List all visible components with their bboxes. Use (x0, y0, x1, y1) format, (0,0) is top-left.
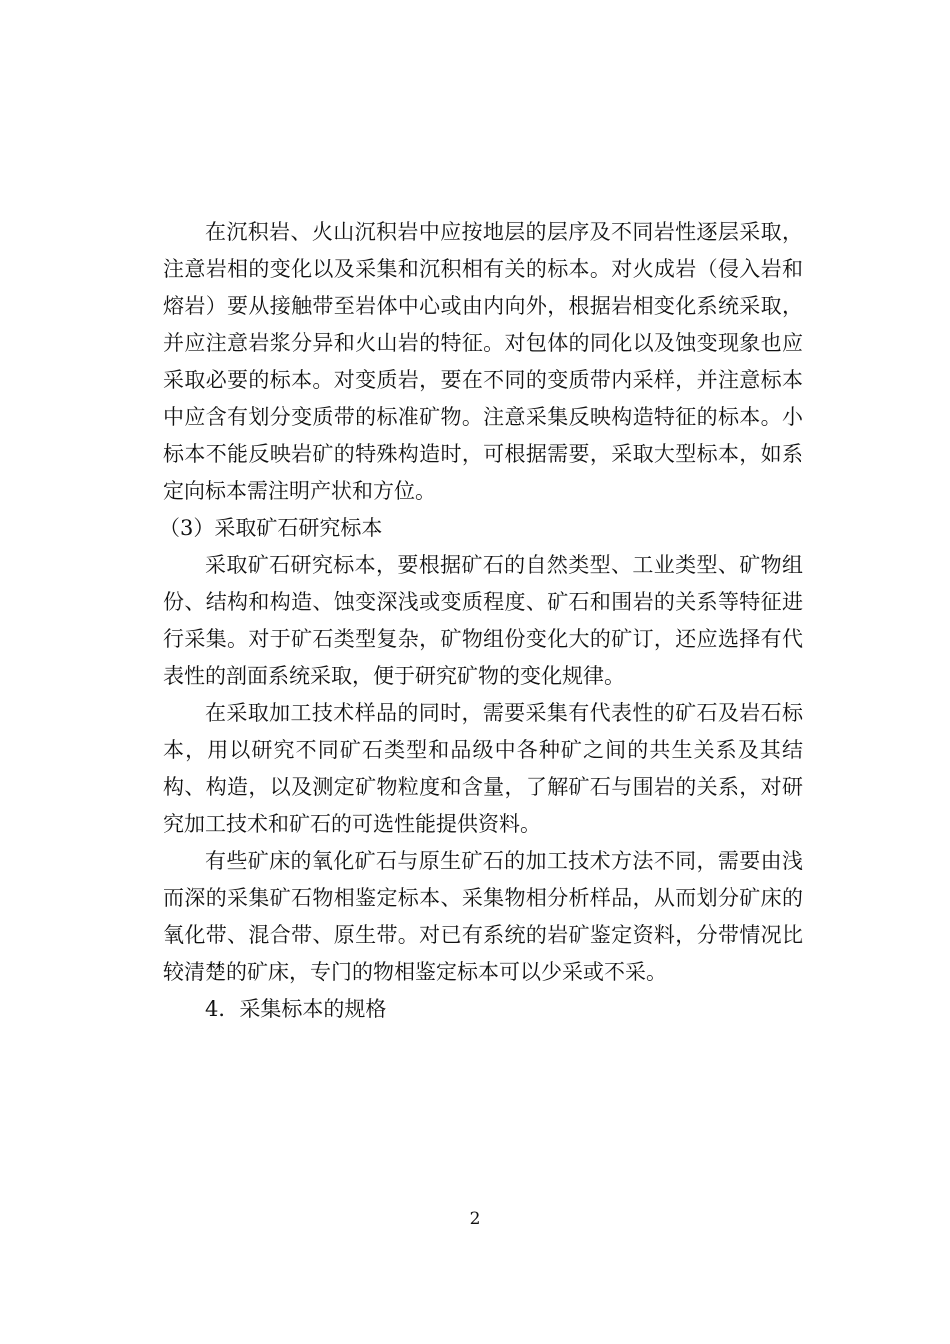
paragraph-processing-samples: 在采取加工技术样品的同时，需要采集有代表性的矿石及岩石标本，用以研究不同矿石类型和品级中各种矿之间的共生关系及其结构、构造，以及测定矿物粒度和含量，了解矿石与围岩的关系，对研究加工技术和矿石的可选性能提供资料。 (163, 701, 803, 836)
page-number: 2 (469, 1209, 481, 1229)
paragraph-ore-specimens: 采取矿石研究标本，要根据矿石的自然类型、工业类型、矿物组份、结构和构造、蚀变深浅或变质程度、矿石和围岩的关系等特征进行采集。对于矿石类型复杂，矿物组份变化大的矿订，还应选择有代表性的剖面系统采取，便于研究矿物的变化规律。 (163, 553, 803, 688)
body-text (159, 214, 803, 1028)
section-heading-specimen-specs: 4．采集标本的规格 (205, 997, 387, 1021)
paragraph-oxidized-ore: 有些矿床的氧化矿石与原生矿石的加工技术方法不同，需要由浅而深的采集矿石物相鉴定标本、采集物相分析样品，从而划分矿床的氧化带、混合带、原生带。对已有系统的岩矿鉴定资料，分带情况比较清楚的矿床，专门的物相鉴定标本可以少采或不采。 (163, 849, 803, 984)
paragraph-rock-sampling: 在沉积岩、火山沉积岩中应按地层的层序及不同岩性逐层采取，注意岩相的变化以及采集和沉积相有关的标本。对火成岩（侵入岩和熔岩）要从接触带至岩体中心或由内向外，根据岩相变化系统采取，并应注意岩浆分异和火山岩的特征。对包体的同化以及蚀变现象也应采取必要的标本。对变质岩，要在不同的变质带内采样，并注意标本中应含有划分变质带的标准矿物。注意采集反映构造特征的标本。小标本不能反映岩矿的特殊构造时，可根据需要，采取大型标本，如系定向标本需注明产状和方位。 (163, 220, 803, 503)
section-heading-ore-study-specimens: （3）采取矿石研究标本 (159, 516, 383, 540)
